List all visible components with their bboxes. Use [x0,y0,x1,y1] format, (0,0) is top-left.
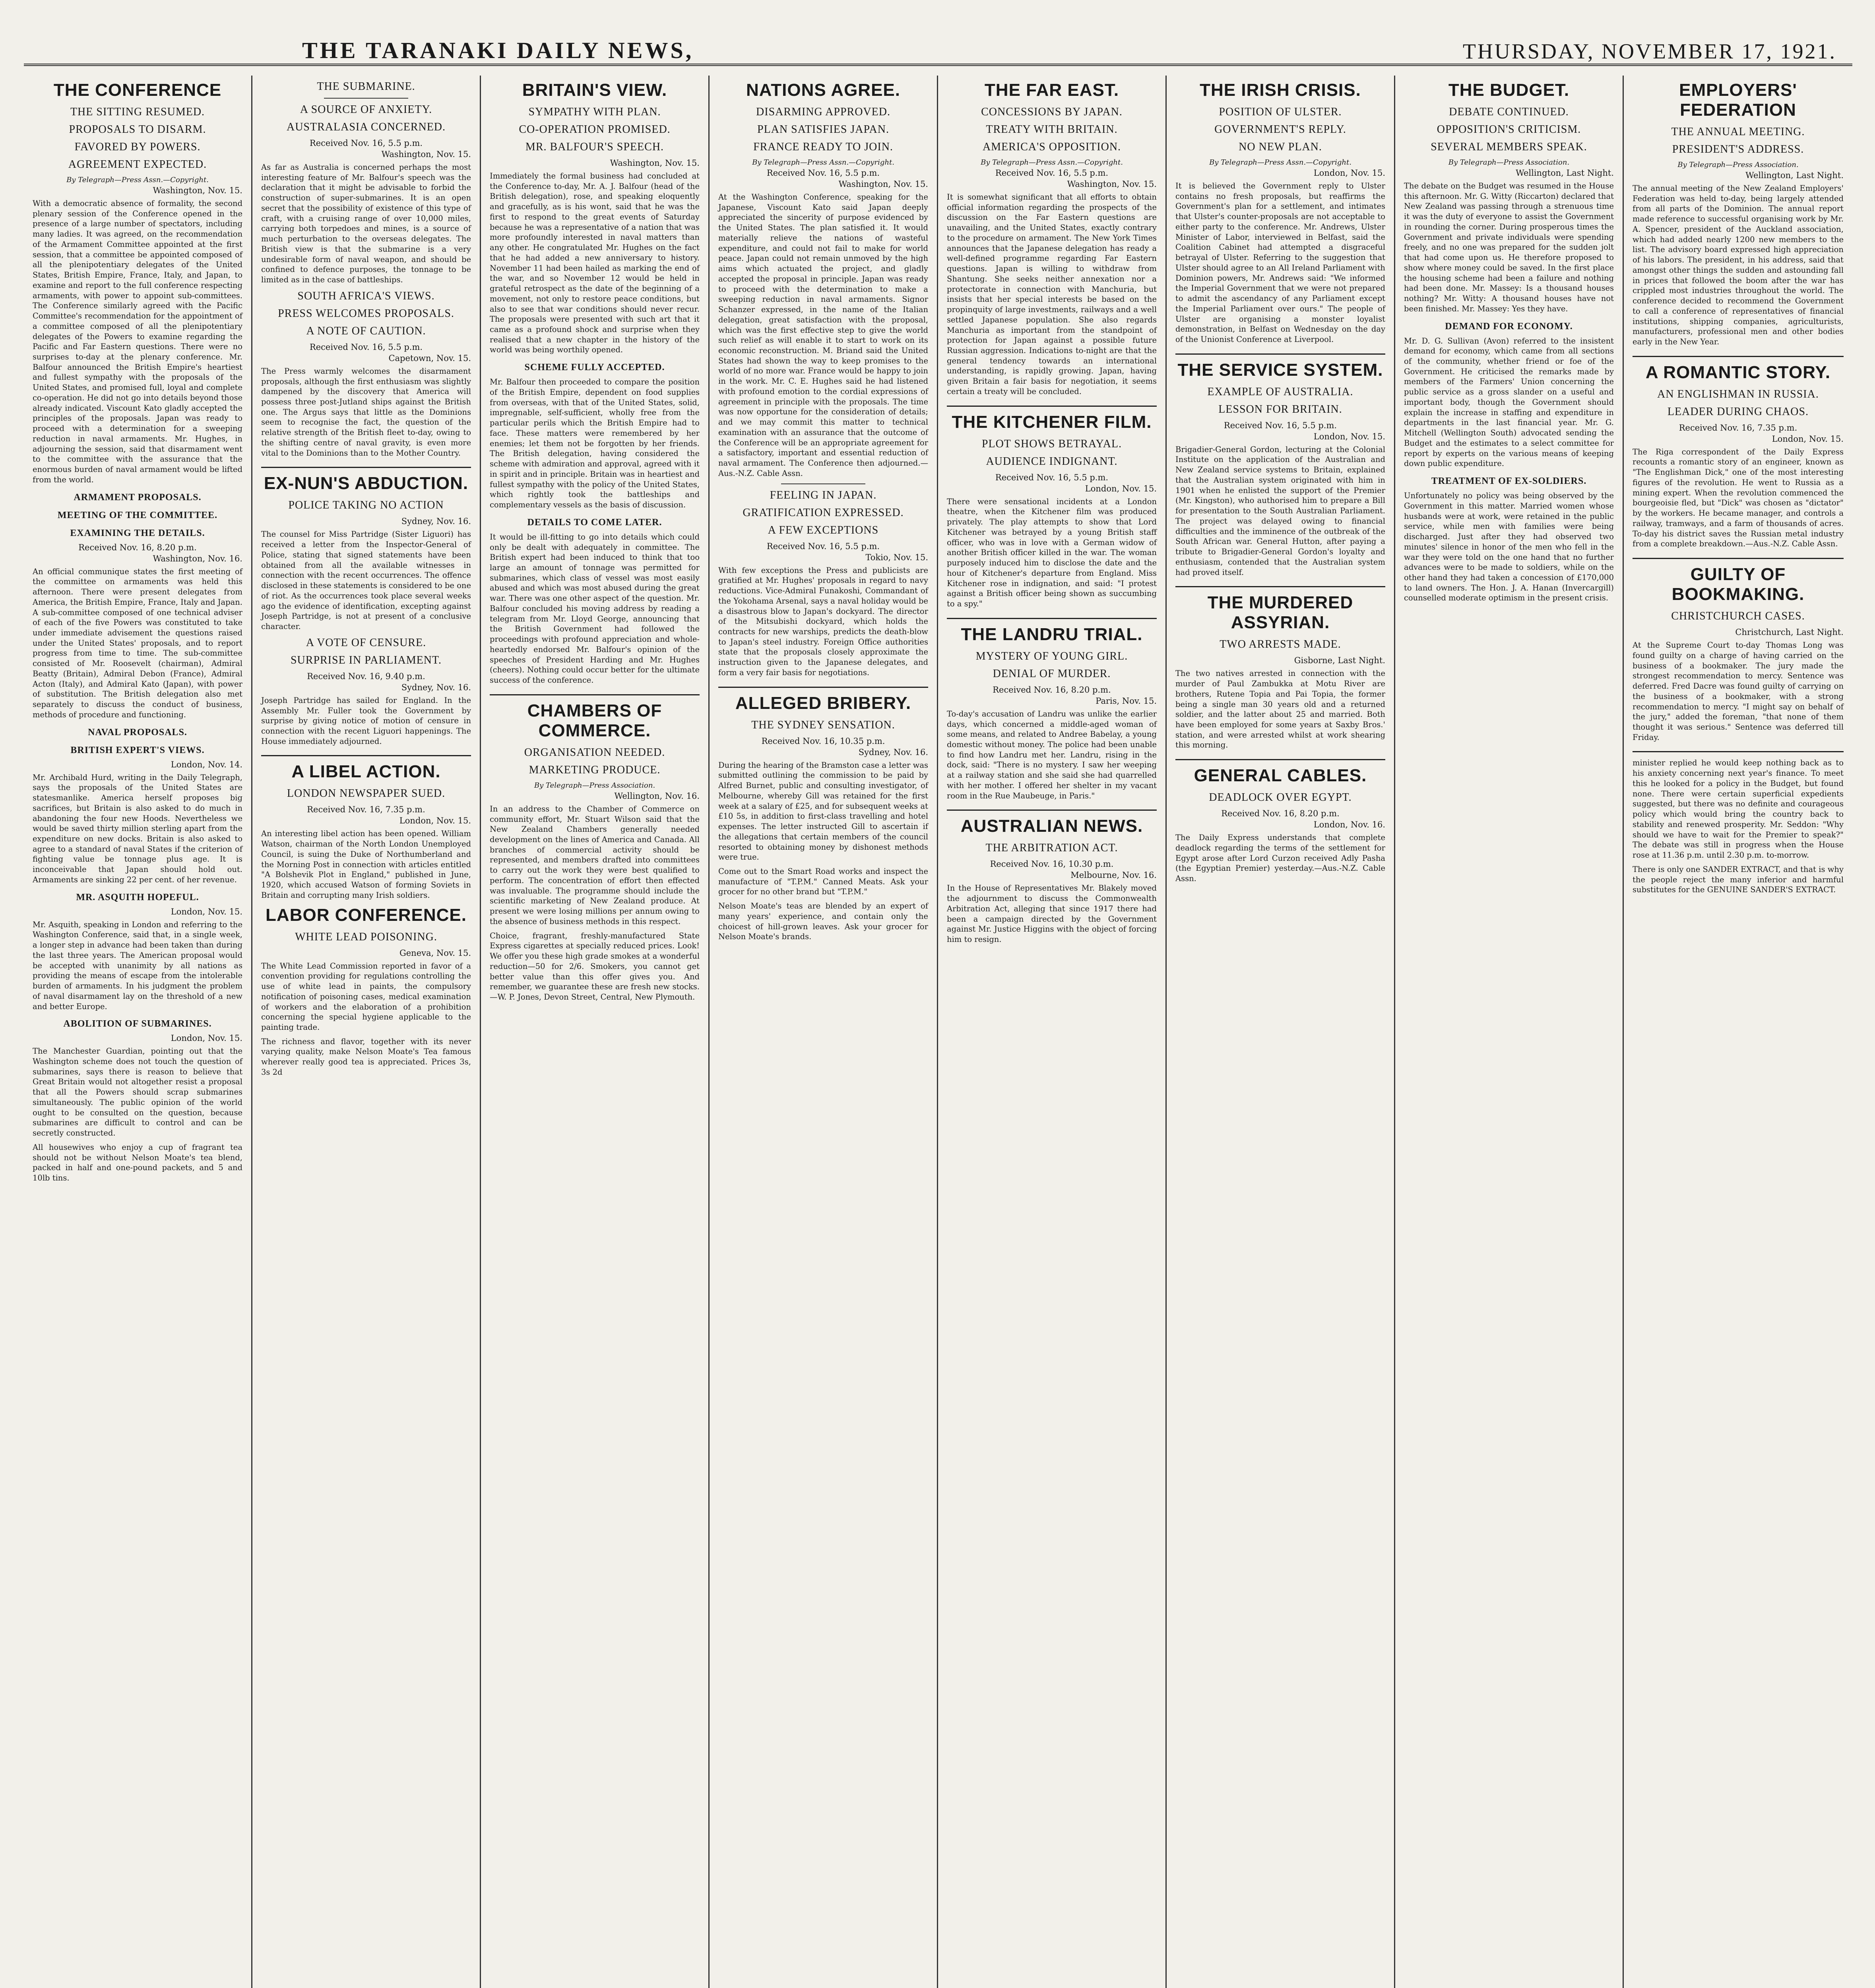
deck: MARKETING PRODUCE. [529,763,661,776]
section-divider [1633,751,1844,752]
deck: SURPRISE IN PARLIAMENT. [290,654,442,666]
section-divider [718,687,928,688]
dateline: Wellington, Nov. 16. [614,791,700,801]
deck: AMERICA'S OPPOSITION. [982,141,1121,153]
subhead: MEETING OF THE COMMITTEE. [57,510,218,520]
article-body: The two natives arrested in connection with the murder of Paul Zambukka at Motu River are brothers, Rutene Topia and Pai Topia, the former being a single man 30 years old and a returned soldier, and the latter about 25 and married. Both have been employed for some years at Saxby Bros.' station, and were arrested whilst at work shearing this morning. [1175,669,1385,750]
deck: PLOT SHOWS BETRAYAL. [981,437,1122,450]
deck: THE ARBITRATION ACT. [985,842,1118,854]
subhead: ABOLITION OF SUBMARINES. [63,1019,212,1029]
dateline: Washington, Nov. 15. [153,186,242,195]
deck: DENIAL OF MURDER. [993,667,1111,680]
headline-general-cables: GENERAL CABLES. [1194,766,1367,786]
dateline: Christchurch, Last Night. [1735,627,1844,637]
headline-australian-news: AUSTRALIAN NEWS. [960,816,1143,836]
article-body: At the Washington Conference, speaking for the Japanese, Viscount Kato said Japan deeply appreciated the sincerity of purpose evidenced by the United States. The plan satisfied it. It would materially relieve the nations of wasteful expenditure, and could not fail to make for world peace. Japan could not remain unmoved by the high aims which actuated the project, and gladly accepted the proposal in principle. Japan was ready to proceed with the determination to make a sweeping reduction in naval armaments. Signor Schanzer expressed, in the name of the Italian delegation, great satisfaction with the proposal, which was the first effective step to give the world such relief as will enable it to start to work on its economic reconstruction. M. Briand said the United States had shown the way to keep promises to the world of no more war. France would be happy to join in the work. Mr. C. E. Hughes said he had listened with profound emotion to the cordial expressions of agreement in principle with the proposals. The time was now opportune for the consideration of details; and we may commit this matter to technical examination with an assurance that the outcome of the Conference will be an appropriate agreement for a satisfactory, important and essential reduction of naval armament. The Conference then adjourned.—Aus.-N.Z. Cable Assn. [718,192,928,478]
article-body: To-day's accusation of Landru was unlike the earlier days, which concerned a middle-aged woman of some means, and related to Andree Babelay, a young domestic without money. The police had been unable to find how Landru met her. Landru, rising in the dock, said: "There is no mystery. I saw her weeping at a railway station and she said she had quarrelled with her mother. I offered her shelter in my vacant room in the Rue Maubeuge, in Paris." [947,709,1157,800]
dateline: London, Nov. 15. [171,1033,242,1043]
received-line: Received Nov. 16, 5.5 p.m. [309,342,423,352]
deck: OPPOSITION'S CRITICISM. [1437,123,1581,136]
dateline: Washington, Nov. 15. [838,179,928,189]
deck: PLAN SATISFIES JAPAN. [757,123,889,136]
article-body: The Riga correspondent of the Daily Express recounts a romantic story of an engineer, known as "The Englishman Dick," one of the most interesting figures of the revolution. He went to Russia as a mining expert. When the revolution commenced the bourgeoisie fled, but "Dick" was chosen as "dictator" by the workers. He became manager, and controls a railway, tramways, and a farm of thousands of acres. To-day his district saves the Russian metal industry from a complete breakdown.—Aus.-N.Z. Cable Assn. [1633,447,1844,549]
headline-conference: THE CONFERENCE [53,80,222,100]
deck: FEELING IN JAPAN. [770,489,877,501]
article-body: It would be ill-fitting to go into details which could only be dealt with adequately in committee. The British expert had been induced to think that too large an amount of tonnage was permitted for submarines, which class of vessel was most easily abused and which was most abused during the great war. There was one other aspect of the question. Mr. Balfour concluded his moving address by reading a telegram from Mr. Lloyd George, announcing that the British Government had followed the proceedings with profound appreciation and whole-heartedly endorsed Mr. Balfour's opinion of the speeches of President Harding and Mr. Hughes (cheers). Nothing could occur better for the ultimate success of the conference. [490,532,700,685]
section-divider [1175,586,1385,587]
divider [324,98,408,99]
subhead: DEMAND FOR ECONOMY. [1445,321,1573,332]
advertisement: There is only one SANDER EXTRACT, and that is why the people reject the many inferior and harmful substitutes for the GENUINE SANDER'S EXTRACT. [1633,864,1844,895]
deck: THE ANNUAL MEETING. [1671,126,1805,138]
deck: SEVERAL MEMBERS SPEAK. [1431,141,1587,153]
deck: A VOTE OF CENSURE. [306,636,427,649]
section-divider [1175,353,1385,355]
article-body: At the Supreme Court to-day Thomas Long was found guilty on a charge of having carried on the business of a bookmaker. The jury made the strongest recommendation to mercy. Sentence was deferred. Fred Dacre was found guilty of carrying on the business of a bookmaker, with a strong recommendation to mercy. "I might say on behalf of the jury," added the foreman, "that none of them thought it was serious." Sentence was deferred till Friday. [1633,641,1844,742]
divider [781,483,865,484]
deck: NO NEW PLAN. [1239,141,1322,153]
deck: GOVERNMENT'S REPLY. [1214,123,1346,136]
deck: THE SYDNEY SENSATION. [751,718,895,731]
headline-budget: THE BUDGET. [1448,80,1570,100]
article-body: Mr. Asquith, speaking in London and referring to the Washington Conference, said that, in a single week, a longer step in advance had been taken than during the last three years. The American proposal would be accepted with unanimity by all nations as providing the means of escape from the intolerable burden of armaments. In his judgment the problem of naval disarmament lay on the threshold of a new and better Europe. [33,920,242,1011]
deck: A FEW EXCEPTIONS [768,524,879,536]
masthead [24,16,1852,66]
column-3 [481,76,710,1988]
credit-line: By Telegraph—Press Assn.—Copyright. [1209,158,1351,167]
deck: A NOTE OF CAUTION. [306,324,426,337]
dateline: Washington, Nov. 15. [1067,179,1157,189]
article-body: The debate on the Budget was resumed in the House this afternoon. Mr. G. Witty (Riccarton) declared that New Zealand was passing through a strenuous time it was the duty of everyone to assist the Government in rounding the corner. During prosperous times the Government and private individuals were spending freely, and no one was prepared for the sudden jolt that had come upon us. He therefore proposed to show where money could be saved. In the first place the housing scheme had been a failure and nothing had been done. Mr. Massey: Is a thousand houses nothing? Mr. Witty: A thousand houses have not been finished. Mr. Massey: Yes they have. [1404,181,1614,313]
deck: A SOURCE OF ANXIETY. [300,103,432,116]
dateline: London, Nov. 14. [171,759,242,769]
article-body: Unfortunately no policy was being observed by the Government in this matter. Married women whose husbands were at work, were retained in the public service, while men with families were being discharged. Just after they had observed two minutes' silence in honor of the men who fell in the war they were told on the one hand that no further advances were to be made to soldiers, while on the other hand they had taken a concession of £170,000 to land owners. The Hon. J. A. Hanan (Invercargill) counselled moderate optimism in the present crisis. [1404,491,1614,603]
article-body: There were sensational incidents at a London theatre, when the Kitchener film was produced privately. The play attempts to show that Lord Kitchener was betrayed by a young British staff officer, who was in love with a German widow of another British officer killed in the war. The woman purposely induced him to disclose the date and the hour of Kitchener's departure from England. Miss Kitchener rose in indignation, and said: "I protest against a British officer being shown as succumbing to a spy." [947,497,1157,609]
masthead-date: THURSDAY, NOVEMBER 17, 1921. [1462,39,1836,63]
dateline: Melbourne, Nov. 16. [1070,870,1157,880]
section-divider [1175,759,1385,760]
advertisement: Nelson Moate's teas are blended by an expert of many years' experience, and contain only the choicest of hill-grown leaves. Ask your grocer for Nelson Moate's brands. [718,901,928,942]
subhead: EXAMINING THE DETAILS. [70,528,205,538]
page-columns [24,76,1852,1988]
deck: DEBATE CONTINUED. [1449,106,1569,118]
deck: GRATIFICATION EXPRESSED. [743,506,904,519]
article-body: Mr. D. G. Sullivan (Avon) referred to the insistent demand for economy, which came from all sections of the community, whether friend or foe of the Government. He criticised the remarks made by members of the Farmers' Union concerning the public service as a gross slander on a useful and important body, though the Government should explain the increase in staffing and expenditure in departments in the last financial year. Mr. G. Mitchell (Wellington South) advocated sending the Budget and the estimates to a select committee for report by experts on the various means of keeping down public expenditure. [1404,336,1614,468]
column-5 [938,76,1167,1988]
dateline: London, Nov. 15. [171,907,242,916]
article-body: It is believed the Government reply to Ulster contains no fresh proposals, but reaffirms the Government's plan for a settlement, and intimates that Ulster's counter-proposals are not acceptable to either party to the conference. Mr. Andrews, Ulster Minister of Labor, interviewed in Belfast, said the Coalition Cabinet had attempted a disgraceful betrayal of Ulster. Referring to the suggestion that Ulster should agree to an All Ireland Parliament with Dominion powers, Mr. Andrews said: "We informed the Imperial Government that we were not prepared to admit the ascendancy of any Parliament except the Imperial Parliament over ours." The people of Ulster are organising a monster loyalist demonstration, in Belfast on Wednesday on the day of the Unionist Conference at Liverpool. [1175,181,1385,344]
dateline: Gisborne, Last Night. [1294,656,1385,666]
dateline: Geneva, Nov. 15. [399,948,471,958]
dateline: Capetown, Nov. 15. [388,353,471,363]
article-body: With a democratic absence of formality, the second plenary session of the Conference opened in the presence of a large number of spectators, including many ladies. It was agreed, on the recommendation of the Armament Committee appointed at the first session, that a committee be appointed composed of all the plenipotentiary delegates of the United States, British Empire, France, Italy, and Japan, to examine and report to the full conference respecting armaments, with power to appoint sub-committees. The Conference similarly agreed with the Pacific Committee's recommendation for the appointment of a committee composed of all the plenipotentiary delegates of the Powers to examine regarding the Pacific and Far Eastern questions. There were no surprises to-day at the plenary conference. Mr. Balfour announced the British Empire's heartiest and fullest sympathy with the proposals of the United States, and promised full, loyal and complete co-operation. He did not go into details beyond those already indicated. Viscount Kato gladly accepted the principles of the proposals. Japan was ready to proceed with a determination for a sweeping reduction in naval armaments. Mr. Hughes, in adjourning the session, said that disarmament went to the committee with the assurance that the enormous burden of naval armament would be lifted from the world. [33,199,242,484]
subhead: TREATMENT OF EX-SOLDIERS. [1431,476,1587,487]
dateline: Washington, Nov. 16. [153,553,242,563]
headline-irish-crisis: THE IRISH CRISIS. [1200,80,1361,100]
deck: LEADER DURING CHAOS. [1667,405,1809,418]
deck: THE SITTING RESUMED. [70,106,205,118]
dateline: London, Nov. 15. [1772,434,1844,444]
section-divider [261,467,471,468]
received-line: Received Nov. 16, 5.5 p.m. [766,168,880,178]
advertisement: All housewives who enjoy a cup of fragrant tea should not be without Nelson Moate's tea blend, packed in half and one-pound packets, and 5 and 10lb tins. [33,1142,242,1183]
advertisement: Choice, fragrant, freshly-manufactured State Express cigarettes at specially reduced prices. Look! We offer you these high grade smokes at a wonderful reduction—50 for 2/6. Smokers, you cannot get better value than this offer gives you. And remember, we guarantee these are fresh new stocks.—W. P. Jones, Devon Street, Central, New Plymouth. [490,931,700,1002]
deck: LESSON FOR BRITAIN. [1218,403,1342,415]
article-body: As far as Australia is concerned perhaps the most interesting feature of Mr. Balfour's speech was the declaration that it might be advisable to forbid the construction of super-submarines. It is an open secret that the possibility of existence of this type of craft, with a cruising range of over 10,000 miles, carrying both torpedoes and mines, is a source of much perturbation to the overseas delegates. The British view is that the submarine is a very undesirable form of naval weapon, and should be confined to defence purposes, the tonnage to be limited as in the case of battleships. [261,163,471,285]
received-line: Received Nov. 16, 5.5 p.m. [995,472,1109,482]
article-body: Joseph Partridge has sailed for England. In the Assembly Mr. Fuller took the Government by surprise by giving notice of motion of censure in connection with the recent Liguori happenings. The House immediately adjourned. [261,695,471,746]
headline-libel: A LIBEL ACTION. [291,762,441,782]
credit-line: By Telegraph—Press Assn.—Copyright. [752,158,894,167]
credit-line: By Telegraph—Press Association. [1677,161,1799,169]
article-body: The counsel for Miss Partridge (Sister Liguori) has received a letter from the Inspector-General of Police, stating that signed statements have been obtained from all the available witnesses in connection with the recent occurrences. The offence disclosed in these statements is considered to be one of riot. As the occurrences took place several weeks ago the evidence of identification, excepting against Joseph Partridge, is not at present of a conclusive character. [261,530,471,631]
deck: DEADLOCK OVER EGYPT. [1209,791,1352,804]
headline-chambers: CHAMBERS OF COMMERCE. [527,701,662,740]
article-body: Immediately the formal business had concluded at the Conference to-day, Mr. A. J. Balfour (head of the British delegation), rose, and speaking eloquently and gracefully, as is his wont, said that he was the first to respond to the great events of Saturday because he was a representative of a nation that was more profoundly interested in naval matters than any other. He congratulated Mr. Hughes on the fact that he had added a new anniversary to history. November 11 had been hailed as marking the end of the war, and so November 12 would be held in grateful retrospect as the date of the beginning of a movement, not only to restore peace conditions, but also to see that war conditions should never recur. The proposals were presented with such art that it came as a profound shock and surprise when they realised that a new chapter in the history of the world was being worthily opened. [490,171,700,355]
headline-alleged-bribery: ALLEGED BRIBERY. [735,693,911,713]
article-body: In an address to the Chamber of Commerce on community effort, Mr. Stuart Wilson said that the New Zealand Chambers generally needed development on the lines of America and Canada. All branches of commercial activity should be represented, and members drafted into committees to carry out the work they were best qualified to perform. The concentration of effort then effected was invaluable. The programme should include the scientific marketing of New Zealand produce. At present we were losing millions per annum owing to the absence of business methods in this respect. [490,804,700,926]
subhead: MR. ASQUITH HOPEFUL. [76,892,199,903]
dateline: London, Nov. 16. [1313,820,1385,830]
dateline: London, Nov. 15. [1313,168,1385,178]
received-line: Received Nov. 16, 8.20 p.m. [78,542,197,552]
article-body: With few exceptions the Press and publicists are gratified at Mr. Hughes' proposals in regard to navy reductions. Vice-Admiral Funakoshi, Commandant of the Yokohama Arsenal, says a naval holiday would be a disastrous blow to Japan's dockyard. The director of the Mitsubishi dockyard, which holds the contracts for new warships, predicts the death-blow to Japan's steel industry. Foreign Office authorities state that the proposals closely approximate the instruction given to the Japanese delegates, and form a very fair basis for negotiations. [718,565,928,677]
dateline: Sydney, Nov. 16. [401,682,471,692]
headline-south-africa: SOUTH AFRICA'S VIEWS. [297,289,435,302]
article-body: Brigadier-General Gordon, lecturing at the Colonial Institute on the application of the Australian and New Zealand service systems to Britain, explained that the Australian system originated with him in 1901 when he enlisted the support of the Premier (Mr. Kingston), who authorised him to prepare a Bill for presentation to the South Australian Parliament. The project was delayed owing to financial difficulties and the imminence of the outbreak of the South African war. General Hutton, after paying a tribute to Brigadier-General Gordon's loyalty and enthusiasm, contended that the Australian system had proved itself. [1175,445,1385,577]
dateline: Wellington, Last Night. [1516,168,1614,178]
dateline: London, Nov. 15. [399,816,471,826]
deck: CONCESSIONS BY JAPAN. [981,106,1123,118]
headline-labor: LABOR CONFERENCE. [266,905,467,925]
credit-line: By Telegraph—Press Assn.—Copyright. [981,158,1123,167]
received-line: Received Nov. 16, 5.5 p.m. [995,168,1109,178]
column-8 [1624,76,1852,1988]
deck: MYSTERY OF YOUNG GIRL. [975,650,1128,662]
deck: POLICE TAKING NO ACTION [288,499,444,512]
received-line: Received Nov. 16, 7.35 p.m. [1679,423,1797,433]
received-line: Received Nov. 16, 5.5 p.m. [1224,420,1337,430]
article-body: Mr. Balfour then proceeded to compare the position of the British Empire, dependent on food supplies from overseas, with that of the United States, solid, impregnable, self-sufficient, wholly free from the particular perils which the British Empire had to face. These matters were remembered by her enemies; let them not be forgotten by her friends. The British delegation, having considered the scheme with admiration and approval, agreed with it in spirit and in principle. Britain was in heartiest and fullest sympathy with the policy of the United States, which rightly took the battleships and complementary vessels as the basis of discussion. [490,377,700,510]
article-body: The Manchester Guardian, pointing out that the Washington scheme does not touch the question of submarines, says there is reason to believe that Great Britain would not altogether resist a proposal that all the Powers should scrap submarines simultaneously. The public opinion of the world ought to be consulted on the question, because submarines are difficult to control and can be secretly constructed. [33,1046,242,1138]
credit-line: By Telegraph—Press Association. [1448,158,1570,167]
credit-line: By Telegraph—Press Association. [534,781,655,790]
deck: AUSTRALASIA CONCERNED. [286,121,446,133]
deck: WHITE LEAD POISONING. [295,930,437,943]
dateline: Wellington, Last Night. [1745,171,1844,180]
headline-kitchener-film: THE KITCHENER FILM. [952,412,1152,432]
article-body: Mr. Archibald Hurd, writing in the Daily Telegraph, says the proposals of the United States are statesmanlike. America herself proposes big sacrifices, but Britain is also asked to do much in abandoning the four new Hoods. Nevertheless we would be saved thirty million sterling apart from the expenditure on new docks. Britain is also asked to agree to a standard of naval States if the criterion of fighting value be tonnage plus age. It is inconceivable that Japan should hold out. Armaments are sinking 22 per cent. of her revenue. [33,773,242,884]
dateline: Washington, Nov. 15. [381,149,471,159]
dateline: London, Nov. 15. [1085,483,1157,493]
subhead: DETAILS TO COME LATER. [527,517,662,528]
deck: TREATY WITH BRITAIN. [986,123,1118,136]
received-line: Received Nov. 16, 8.20 p.m. [993,685,1111,695]
deck: TWO ARRESTS MADE. [1220,638,1341,651]
received-line: Received Nov. 16, 7.35 p.m. [307,805,425,815]
dateline: Sydney, Nov. 16. [401,516,471,526]
section-divider [261,755,471,756]
headline-romantic-story: A ROMANTIC STORY. [1645,362,1831,382]
received-line: Received Nov. 16, 5.5 p.m. [766,541,880,551]
headline-bookmaking: GUILTY OF BOOKMAKING. [1671,565,1805,604]
deck: LONDON NEWSPAPER SUED. [287,787,446,800]
credit-line: By Telegraph—Press Assn.—Copyright. [66,176,209,184]
deck: CHRISTCHURCH CASES. [1671,610,1805,623]
subhead: SCHEME FULLY ACCEPTED. [524,362,665,373]
article-body: The Daily Express understands that complete deadlock regarding the terms of the settlement for Egypt arose after Lord Curzon received Adly Pasha (the Egyptian Premier) yesterday.—Aus.-N.Z. Cable Assn. [1175,833,1385,883]
subhead: NAVAL PROPOSALS. [88,727,187,738]
deck: PRESIDENT'S ADDRESS. [1672,143,1804,155]
deck: AGREEMENT EXPECTED. [68,158,207,171]
column-2 [252,76,481,1988]
deck: AN ENGLISHMAN IN RUSSIA. [1657,388,1819,400]
article-body: The annual meeting of the New Zealand Employers' Federation was held to-day, being largely attended from all parts of the Dominion. The annual report made reference to successful organising work by Mr. A. Spencer, president of the Auckland association, which had added nearly 1200 new members to the list. The advisory board expressed high appreciation of his labors. The president, in his address, said that amongst other things the sudden and astounding fall in prices that followed the boom after the war has crippled most industries throughout the world. The conference decided to recommend the Government to call a conference of representatives of financial institutions, shipping companies, agriculturists, manufacturers, professional men and other bodies early in the New Year. [1633,184,1844,347]
headline-murdered-assyrian: THE MURDERED ASSYRIAN. [1207,593,1353,633]
received-line: Received Nov. 16, 8.20 p.m. [1221,809,1340,819]
headline-ex-nun: EX-NUN'S ABDUCTION. [264,474,469,493]
section-divider [947,810,1157,811]
dateline: Tokio, Nov. 15. [865,552,928,562]
dateline: London, Nov. 15. [1313,431,1385,441]
article-body: An official communique states the first meeting of the committee on armaments was held this afternoon. There were present delegates from America, the British Empire, France, Italy and Japan. A sub-committee composed of one technical adviser of each of the five Powers was constituted to take under immediate advisement the questions raised under the United States' proposals, and to report progress from time to time. The sub-committee consisted of Mr. Roosevelt (chairman), Admiral Beatty (Britain), Admiral Debon (France), Admiral Acton (Italy), and Admiral Kato (Japan), with power of substitution. The British delegation also met separately to discuss the conduct of business, methods of procedure and functioning. [33,567,242,719]
headline-landru-trial: THE LANDRU TRIAL. [961,624,1143,644]
masthead-title: THE TARANAKI DAILY NEWS, [302,37,694,63]
subhead: ARMAMENT PROPOSALS. [74,492,202,503]
section-divider [947,406,1157,407]
section-divider [947,618,1157,619]
deck: EXAMPLE OF AUSTRALIA. [1207,385,1353,398]
section-divider [490,694,700,695]
headline-submarine: THE SUBMARINE. [317,80,415,93]
received-line: Received Nov. 16, 5.5 p.m. [309,138,423,148]
deck: FAVORED BY POWERS. [74,141,201,153]
headline-britains-view: BRITAIN'S VIEW. [522,80,667,100]
article-body: During the hearing of the Bramston case a letter was submitted outlining the commission to be paid by Alfred Burnet, public and consulting investigator, of Melbourne, whereby Gill was retained for the first week at a salary of £25, and for subsequent weeks at £10 5s, in addition to first-class travelling and hotel expenses. The letter instructed Gill to ascertain if the allegations that certain members of the council resorted to obtaining money by dishonest methods were true. [718,760,928,862]
dateline: Paris, Nov. 15. [1096,696,1157,706]
deck: DISARMING APPROVED. [756,106,890,118]
deck: FRANCE READY TO JOIN. [753,141,893,153]
column-1 [24,76,252,1988]
received-line: Received Nov. 16, 10.30 p.m. [990,859,1114,869]
article-body: In the House of Representatives Mr. Blakely moved the adjournment to discuss the Commonwealth Arbitration Act, alleging that since 1917 there had been a campaign directed by the Government against Mr. Justice Higgins with the object of forcing him to resign. [947,883,1157,944]
article-body: minister replied he would keep nothing back as to his anxiety concerning next year's finance. To meet this he looked for a policy in the Budget, but found none. There were certain superficial expedients suggested, but there was no definite and courageous policy which would bring the country back to stability and renewed prosperity. Mr. Seddon: "Why should we have to wait for the Premier to speak?" The debate was still in progress when the House rose at 11.36 p.m. until 2.30 p.m. to-morrow. [1633,758,1844,860]
deck: PROPOSALS TO DISARM. [69,123,206,136]
received-line: Received Nov. 16, 10.35 p.m. [761,736,885,746]
deck: PRESS WELCOMES PROPOSALS. [278,307,454,320]
deck: SYMPATHY WITH PLAN. [528,106,661,118]
column-6 [1167,76,1395,1988]
section-divider [1633,356,1844,357]
advertisement: The richness and flavor, together with its never varying quality, make Nelson Moate's Tea famous wherever really good tea is appreciated. Prices 3s, 3s 2d [261,1037,471,1077]
subhead: BRITISH EXPERT'S VIEWS. [70,745,205,755]
headline-nations-agree: NATIONS AGREE. [746,80,901,100]
deck: AUDIENCE INDIGNANT. [986,455,1118,468]
deck: ORGANISATION NEEDED. [524,746,665,759]
column-4 [710,76,938,1988]
deck: CO-OPERATION PROMISED. [519,123,671,136]
headline-service-system: THE SERVICE SYSTEM. [1177,360,1383,380]
article-body: It is somewhat significant that all efforts to obtain official information regarding the prospects of the discussion on the Far Eastern questions are unavailing, and the United States, exactly contrary to the procedure on armament. The New York Times announces that the Japanese delegation has ready a well-defined programme regarding Far Eastern questions. Japan is willing to withdraw from Shantung. She seeks neither annexation nor a protectorate in connection with Manchuria, but insists that her special interests be based on the propinquity of large investments, railways and a well settled Japanese population. She also regards Manchuria as important from the standpoint of protection for Japan against a possible future Russian aggression. Indications to-night are that the general tendency towards an international understanding, is rapidly growing. Japan, having given Britain a fair basis for negotiation, it seems certain a treaty will be concluded. [947,192,1157,396]
deck: MR. BALFOUR'S SPEECH. [525,141,664,153]
received-line: Received Nov. 16, 9.40 p.m. [307,671,425,681]
dateline: Sydney, Nov. 16. [858,747,928,757]
deck: POSITION OF ULSTER. [1219,106,1342,118]
dateline: Washington, Nov. 15. [610,158,700,168]
advertisement: Come out to the Smart Road works and inspect the manufacture of "T.P.M." Canned Meats. Ask your grocer for no other brand but "T.P.M." [718,866,928,897]
column-7 [1395,76,1624,1988]
article-body: The White Lead Commission reported in favor of a convention providing for regulations controlling the use of white lead in paints, the compulsory notification of poisoning cases, medical examination of workers and the elaboration of a prohibition concerning the special hygiene applicable to the painting trade. [261,961,471,1032]
headline-far-east: THE FAR EAST. [984,80,1119,100]
headline-employers-federation: EMPLOYERS' FEDERATION [1679,80,1797,120]
article-body: The Press warmly welcomes the disarmament proposals, although the first enthusiasm was slightly dampened by the discovery that America will possess three post-Jutland ships against the British one. The Argus says that little as the Dominions seem to recognise the fact, the question of the relative strength of the British fleet to-day, owing to the shifting centre of naval gravity, is even more vital to the Dominions than to the Mother Country. [261,366,471,458]
article-body: An interesting libel action has been opened. William Watson, chairman of the North London Unemployed Council, is suing the Duke of Northumberland and the Morning Post in connection with articles entitled "A Bolshevik Plot in England," published in June, 1920, which accused Watson of forming Soviets in Britain and corrupting many Irish soldiers. [261,829,471,900]
section-divider [1633,558,1844,559]
